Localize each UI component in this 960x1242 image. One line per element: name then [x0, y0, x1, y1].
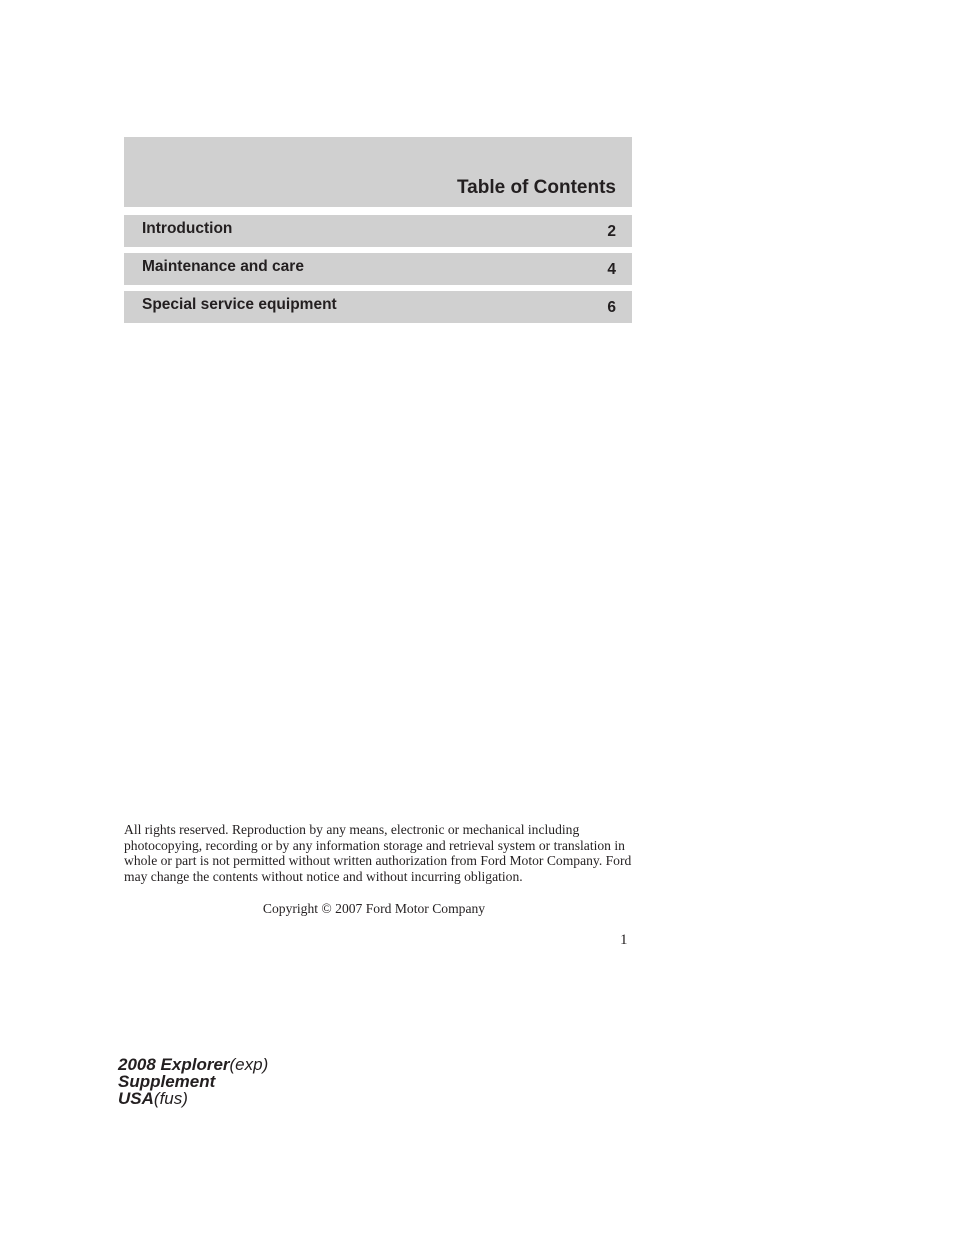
rights-notice: All rights reserved. Reproduction by any means, electronic or mechanical including photocopying, recording or by any information storage and retrieval system or translation in whole or part is not permitted without written authorization from Ford Motor Company. Ford may change the contents without notice and without incurring obligation. — [124, 822, 632, 884]
footer-model-code: (exp) — [229, 1055, 269, 1074]
footer-doc-type-line — [118, 1073, 268, 1090]
footer-doc-type: Supplement — [118, 1072, 216, 1091]
copyright-notice: Copyright © 2007 Ford Motor Company — [262, 901, 486, 916]
toc-header-bar — [124, 137, 632, 207]
footer-model-line — [118, 1056, 268, 1073]
toc-entry-maintenance-and-care[interactable] — [124, 253, 632, 285]
toc-title: Table of Contents — [456, 177, 616, 198]
footer-model: 2008 Explorer — [118, 1055, 230, 1074]
page-number: 1 — [620, 932, 628, 948]
document-footer — [118, 1056, 268, 1107]
toc-entry-page: 2 — [607, 223, 616, 240]
toc-entry-label: Maintenance and care — [142, 258, 304, 275]
toc-entry-label: Special service equipment — [142, 296, 337, 313]
footer-region-code: (fus) — [153, 1089, 188, 1108]
toc-entry-page: 4 — [607, 261, 616, 278]
footer-region: USA — [118, 1089, 154, 1108]
toc-entry-label: Introduction — [142, 220, 233, 237]
footer-region-line — [118, 1090, 268, 1107]
toc-entry-page: 6 — [607, 299, 616, 316]
toc-entry-introduction[interactable] — [124, 215, 632, 247]
toc-entry-special-service-equipment[interactable] — [124, 291, 632, 323]
